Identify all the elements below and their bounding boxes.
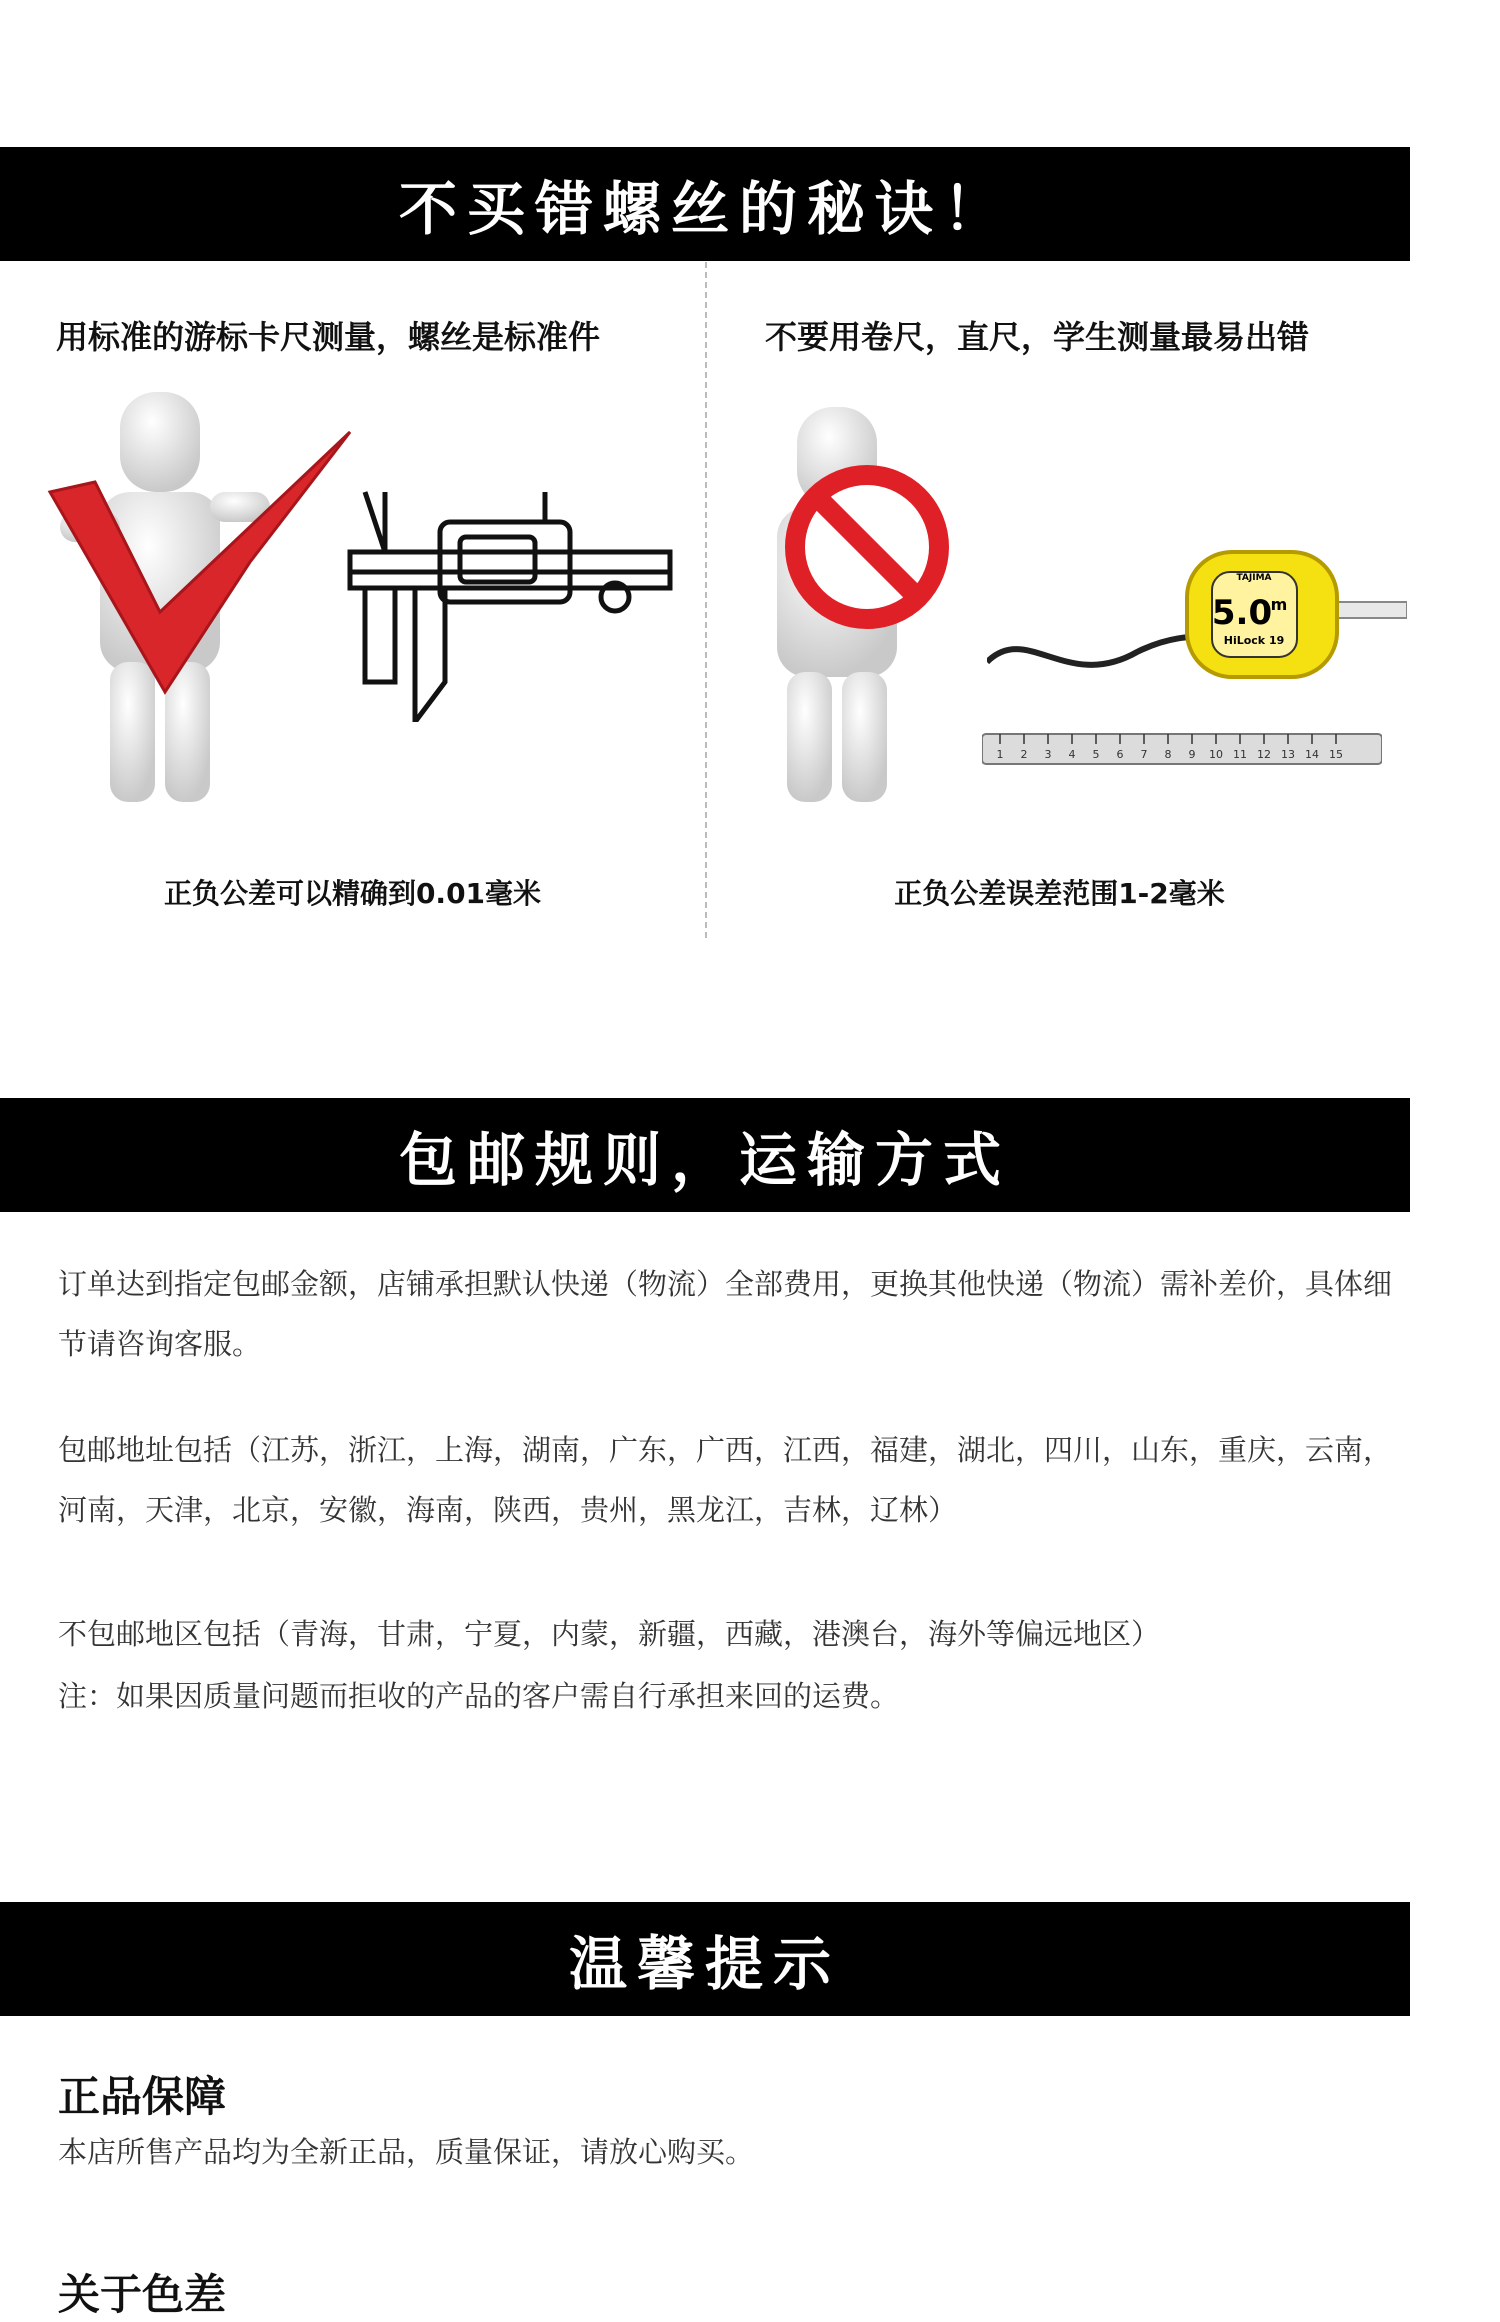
wrong-method-panel bbox=[707, 262, 1412, 942]
correct-method-caption: 正负公差可以精确到0.01毫米 bbox=[163, 877, 542, 910]
tape-unit: m bbox=[1270, 595, 1288, 614]
tape-brand: TAJIMA bbox=[1236, 573, 1272, 583]
shipping-paragraph-2: 包邮地址包括（江苏，浙江，上海，湖南，广东，广西，江西，福建，湖北，四川，山东，重庆，云南，河南，天津，北京，安徽，海南，陕西，贵州，黑龙江，吉林，辽林） bbox=[58, 1433, 1393, 1527]
ruler-mark: 7 bbox=[1140, 748, 1148, 761]
shipping-paragraph-3: 不包邮地区包括（青海，甘肃，宁夏，内蒙，新疆，西藏，港澳台，海外等偏远地区） bbox=[58, 1617, 1161, 1651]
ruler-mark: 8 bbox=[1164, 748, 1172, 761]
tape-size: 5.0 bbox=[1211, 593, 1273, 633]
tape-measure-icon bbox=[987, 532, 1407, 692]
figure-checkmark-illustration bbox=[40, 392, 370, 812]
wrong-method-heading: 不要用卷尺，直尺，学生测量最易出错 bbox=[765, 318, 1310, 356]
color-difference-heading: 关于色差 bbox=[58, 2270, 227, 2319]
ruler-mark: 6 bbox=[1116, 748, 1124, 761]
shipping-title: 包邮规则，运输方式 bbox=[398, 1126, 1011, 1194]
steel-ruler-icon bbox=[982, 730, 1382, 770]
notice-banner bbox=[0, 1902, 1410, 2016]
figure-prohibition-illustration bbox=[747, 407, 967, 807]
vernier-caliper-icon bbox=[345, 482, 675, 722]
ruler-mark: 3 bbox=[1044, 748, 1052, 761]
person-figure bbox=[60, 392, 270, 802]
correct-method-heading: 用标准的游标卡尺测量，螺丝是标准件 bbox=[56, 318, 601, 356]
shipping-banner bbox=[0, 1098, 1410, 1212]
tips-banner bbox=[0, 147, 1410, 261]
ruler-mark: 13 bbox=[1281, 748, 1295, 761]
notice-title: 温馨提示 bbox=[568, 1930, 841, 1998]
ruler-mark: 9 bbox=[1188, 748, 1196, 761]
tips-title: 不买错螺丝的秘诀！ bbox=[398, 175, 1011, 243]
ruler-mark: 12 bbox=[1257, 748, 1271, 761]
ruler-mark: 5 bbox=[1092, 748, 1100, 761]
measurement-comparison bbox=[0, 262, 1410, 942]
ruler-mark: 15 bbox=[1329, 748, 1343, 761]
ruler-mark: 14 bbox=[1305, 748, 1319, 761]
ruler-mark: 4 bbox=[1068, 748, 1076, 761]
ruler-mark: 10 bbox=[1209, 748, 1223, 761]
ruler-mark: 1 bbox=[996, 748, 1004, 761]
shipping-note: 注：如果因质量问题而拒收的产品的客户需自行承担来回的运费。 bbox=[58, 1679, 900, 1713]
tape-model: HiLock 19 bbox=[1223, 634, 1285, 647]
genuine-guarantee-text: 本店所售产品均为全新正品，质量保证，请放心购买。 bbox=[58, 2135, 755, 2169]
shipping-paragraph-1: 订单达到指定包邮金额，店铺承担默认快递（物流）全部费用，更换其他快递（物流）需补差价，具体细节请咨询客服。 bbox=[58, 1267, 1393, 1361]
correct-method-panel bbox=[0, 262, 705, 942]
genuine-guarantee-heading: 正品保障 bbox=[58, 2072, 227, 2121]
wrong-method-caption: 正负公差误差范围1-2毫米 bbox=[894, 877, 1225, 910]
ruler-mark: 2 bbox=[1020, 748, 1028, 761]
prohibition-sign-icon bbox=[795, 475, 939, 619]
ruler-mark: 11 bbox=[1233, 748, 1247, 761]
